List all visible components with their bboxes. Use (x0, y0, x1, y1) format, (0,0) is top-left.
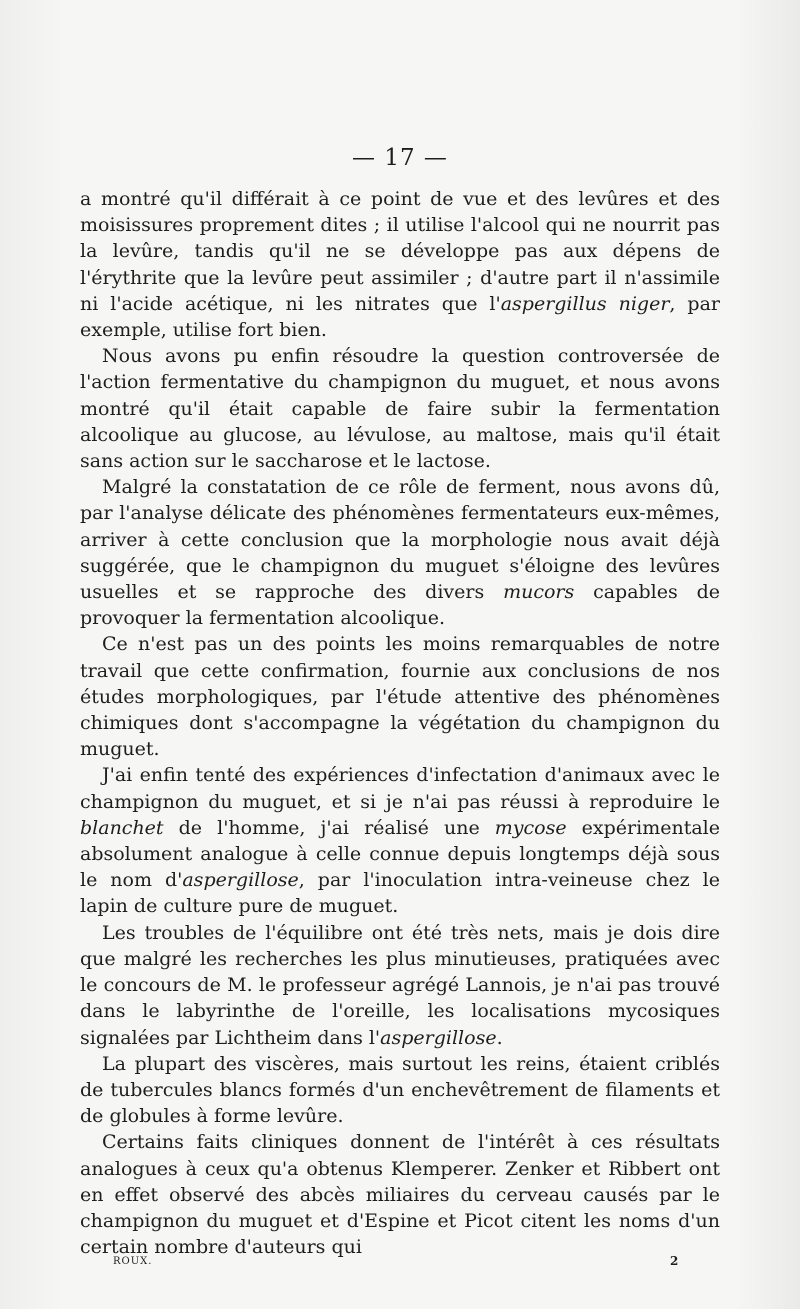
italic-term: aspergillus niger (500, 292, 670, 315)
text-run: capables de provoquer la fermentation alcoolique. (80, 581, 720, 630)
page-number: — 17 — (352, 145, 448, 171)
footer-sheet-number: 2 (670, 1254, 679, 1268)
paragraph (80, 631, 720, 762)
paragraph (80, 762, 720, 919)
text-run: Nous avons pu enfin résoudre la question controversée de l'action fermentative du champignon du muguet, et nous avons montré qu'il était capable de faire subir la fermentation alcoolique au glucose, au lévulose, au maltose, mais qu'il était sans action sur le saccharose et le lactose. (80, 345, 720, 473)
paragraph (80, 1129, 720, 1260)
text-run: Certains faits cliniques donnent de l'intérêt à ces résultats analogues à ceux qu'a obtenus Klemperer. Zenker et Ribbert ont en effet observé des abcès miliaires du cerveau causés par le champignon du muguet et d'Espine et Picot citent les noms d'un certain nombre d'auteurs qui (80, 1131, 720, 1259)
text-run: a montré qu'il différait à ce point de vue et des levûres et des moisissures proprement dites ; il utilise l'alcool qui ne nourrit pas la levûre, tandis qu'il ne se développe pas aux dépens de l'érythrite que la levûre peut assimiler ; d'autre part il n'assimile ni l'acide acétique, ni les nitrates que l' (80, 188, 720, 315)
italic-term: mycose (494, 816, 567, 839)
paragraph (80, 920, 720, 1051)
paragraph (80, 343, 720, 474)
paragraph (80, 474, 720, 631)
italic-term: blanchet (80, 816, 164, 839)
italic-term: aspergillose (380, 1026, 497, 1049)
footer-signature: ROUX. (113, 1256, 153, 1267)
body-text (80, 186, 720, 1260)
text-run: , par l'inoculation intra-veineuse chez le lapin de culture pure de muguet. (80, 869, 720, 918)
italic-term: aspergillose (182, 869, 299, 892)
text-run: , par exemple, utilise fort bien. (80, 292, 720, 342)
text-run: de l'homme, j'ai réalisé une (163, 816, 495, 839)
text-run: . (496, 1026, 503, 1049)
text-run: expérimentale absolument analogue à celle connue depuis longtemps déjà sous le nom d' (80, 816, 720, 892)
text-run: La plupart des viscères, mais surtout les reins, étaient criblés de tubercules blancs formés d'un enchevêtrement de filaments et de globules à forme levûre. (80, 1052, 720, 1128)
paragraph (80, 1051, 720, 1130)
text-run: Malgré la constatation de ce rôle de ferment, nous avons dû, par l'analyse délicate des phénomènes fermentateurs eux-mêmes, arriver à cette conclusion que la morphologie nous avait déjà suggérée, que le champignon du muguet s'éloigne des levûres usuelles et se rapproche des divers (80, 476, 720, 604)
italic-term: mucors (503, 581, 575, 604)
text-run: Ce n'est pas un des points les moins remarquables de notre travail que cette confirmation, fournie aux conclusions de nos études morphologiques, par l'étude attentive des phénomènes chimiques dont s'accompagne la végétation du champignon du muguet. (80, 633, 720, 761)
paragraph (80, 186, 720, 343)
text-run: J'ai enfin tenté des expériences d'infectation d'animaux avec le champignon du muguet, et si je n'ai pas réussi à reproduire le (80, 764, 720, 813)
text-run: Les troubles de l'équilibre ont été très nets, mais je dois dire que malgré les recherches les plus minutieuses, pratiquées avec le concours de M. le professeur agrégé Lannois, je n'ai pas trouvé dans le labyrinthe de l'oreille, les localisations mycosiques signalées par Lichtheim dans l' (80, 921, 720, 1049)
